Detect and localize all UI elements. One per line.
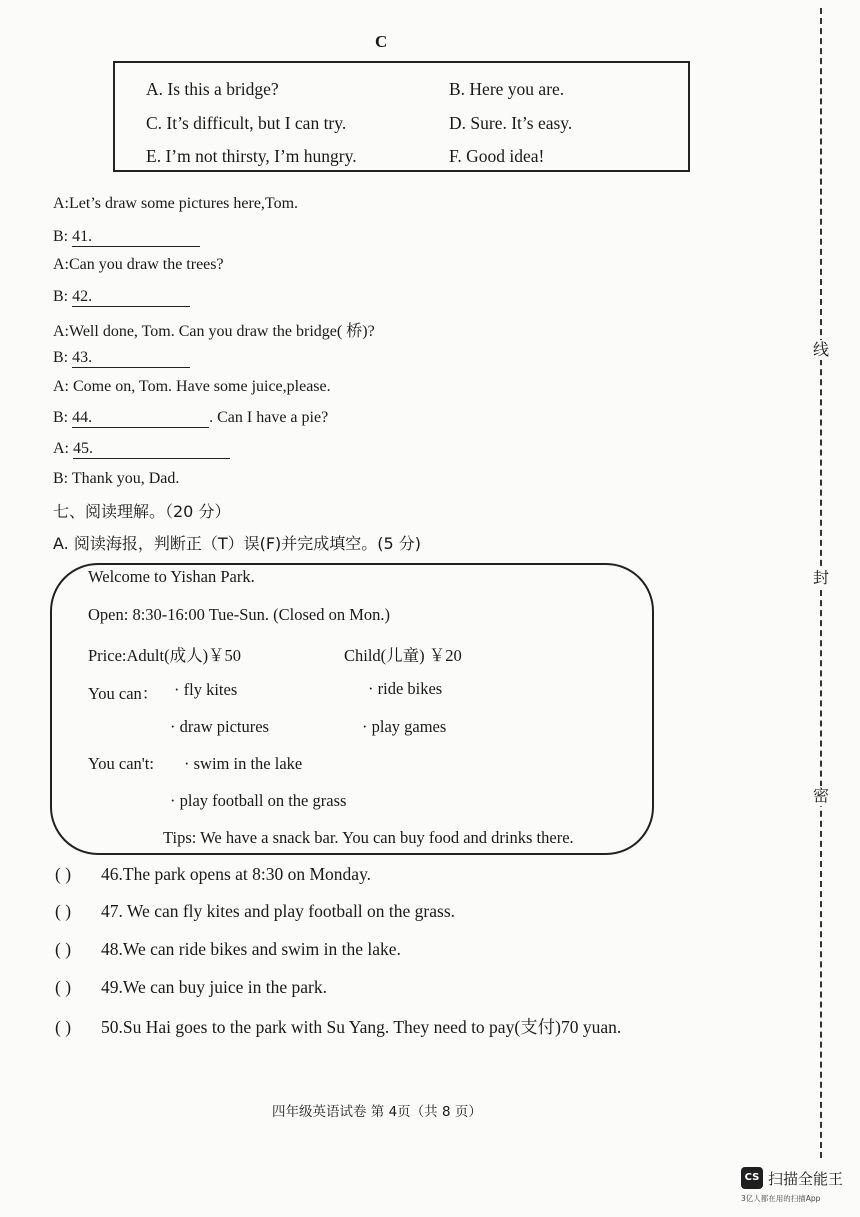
question-text: 49.We can buy juice in the park. [101, 977, 328, 997]
speaker: A: [53, 440, 73, 457]
answer-paren[interactable]: ( ) [55, 939, 72, 959]
question-number: 42. [72, 288, 93, 305]
answer-blank-45[interactable] [73, 440, 230, 459]
question-text: 46.The park opens at 8:30 on Monday. [101, 864, 372, 884]
tf-question-47 [55, 901, 455, 922]
dialogue-line [53, 288, 190, 307]
question-text: 47. We can fly kites and play football on the grass. [101, 901, 456, 921]
answer-blank-43[interactable] [72, 349, 190, 368]
dialogue-line [53, 228, 200, 247]
question-number: 45. [73, 440, 93, 457]
question-text: 48.We can ride bikes and swim in the lake. [101, 939, 401, 959]
answer-blank-41[interactable] [72, 228, 200, 247]
camscanner-tagline: 3亿人都在用的扫描App [741, 1194, 821, 1203]
margin-char-feng: 封 [812, 568, 829, 587]
speaker: B: [53, 288, 73, 305]
option-c: C. It’s difficult, but I can try. [146, 113, 347, 133]
dialogue-line: A:Well done, Tom. Can you draw the bridge( 桥)? [53, 323, 375, 340]
poster-welcome: Welcome to Yishan Park. [88, 567, 255, 586]
dialogue-line [53, 409, 328, 428]
options-box [113, 61, 690, 172]
poster-tips: Tips: We have a snack bar. You can buy food and drinks there. [163, 828, 574, 847]
park-poster [50, 563, 654, 855]
poster-can-item: · fly kites [174, 680, 238, 699]
dialogue-line: A:Let’s draw some pictures here,Tom. [53, 195, 299, 212]
speaker: B: [53, 349, 73, 366]
part-heading: A. 阅读海报，判断正（T）误(F)并完成填空。(5 分) [53, 534, 422, 553]
poster-cant-item: · play football on the grass [170, 791, 347, 810]
answer-paren[interactable]: ( ) [55, 864, 72, 884]
option-a: A. Is this a bridge? [146, 79, 279, 99]
question-number: 43. [72, 349, 93, 366]
question-text: 50.Su Hai goes to the park with Su Yang. They need to pay(支付)70 yuan. [101, 1017, 622, 1037]
poster-cant-label: You can't: [88, 754, 154, 773]
option-e: E. I’m not thirsty, I’m hungry. [146, 146, 357, 166]
option-f: F. Good idea! [449, 146, 545, 166]
speaker: B: [53, 409, 73, 426]
poster-can-item: · play games [362, 717, 447, 736]
dialogue-line [53, 440, 230, 459]
tf-question-46 [55, 864, 371, 885]
answer-paren[interactable]: ( ) [55, 977, 72, 997]
option-b: B. Here you are. [449, 79, 565, 99]
tf-question-50 [55, 1014, 621, 1039]
answer-blank-42[interactable] [72, 288, 190, 307]
poster-price-adult: Price:Adult(成人)￥50 [88, 646, 242, 665]
page-footer: 四年级英语试卷 第 4页（共 8 页） [272, 1104, 482, 1120]
camscanner-logo-icon: CS [741, 1167, 763, 1189]
dialogue-line [53, 349, 190, 368]
dialogue-line: B: Thank you, Dad. [53, 470, 180, 487]
tf-question-48 [55, 939, 401, 960]
dialogue-suffix: . Can I have a pie? [209, 409, 329, 426]
poster-can-label: You can： [88, 684, 159, 703]
option-d: D. Sure. It’s easy. [449, 113, 573, 133]
camscanner-name: 扫描全能王 [768, 1170, 844, 1188]
question-number: 44. [72, 409, 93, 426]
speaker: B: [53, 228, 73, 245]
answer-paren[interactable]: ( ) [55, 1017, 72, 1037]
margin-char-mi: 密 [812, 786, 829, 805]
margin-char-xian: 线 [812, 340, 829, 359]
poster-cant-item: · swim in the lake [184, 754, 303, 773]
poster-can-item: · ride bikes [368, 679, 443, 698]
section-heading: 七、阅读理解。（20 分） [53, 502, 231, 521]
answer-blank-44[interactable] [72, 409, 209, 428]
dialogue-line: A: Come on, Tom. Have some juice,please. [53, 378, 331, 395]
dialogue-line: A:Can you draw the trees? [53, 256, 224, 273]
poster-open-hours: Open: 8:30-16:00 Tue-Sun. (Closed on Mon.) [88, 605, 391, 624]
answer-paren[interactable]: ( ) [55, 901, 72, 921]
section-letter: C [375, 32, 388, 51]
question-number: 41. [72, 228, 93, 245]
poster-price-child: Child(儿童) ￥20 [344, 646, 462, 665]
poster-can-item: · draw pictures [170, 717, 269, 736]
tf-question-49 [55, 977, 327, 998]
